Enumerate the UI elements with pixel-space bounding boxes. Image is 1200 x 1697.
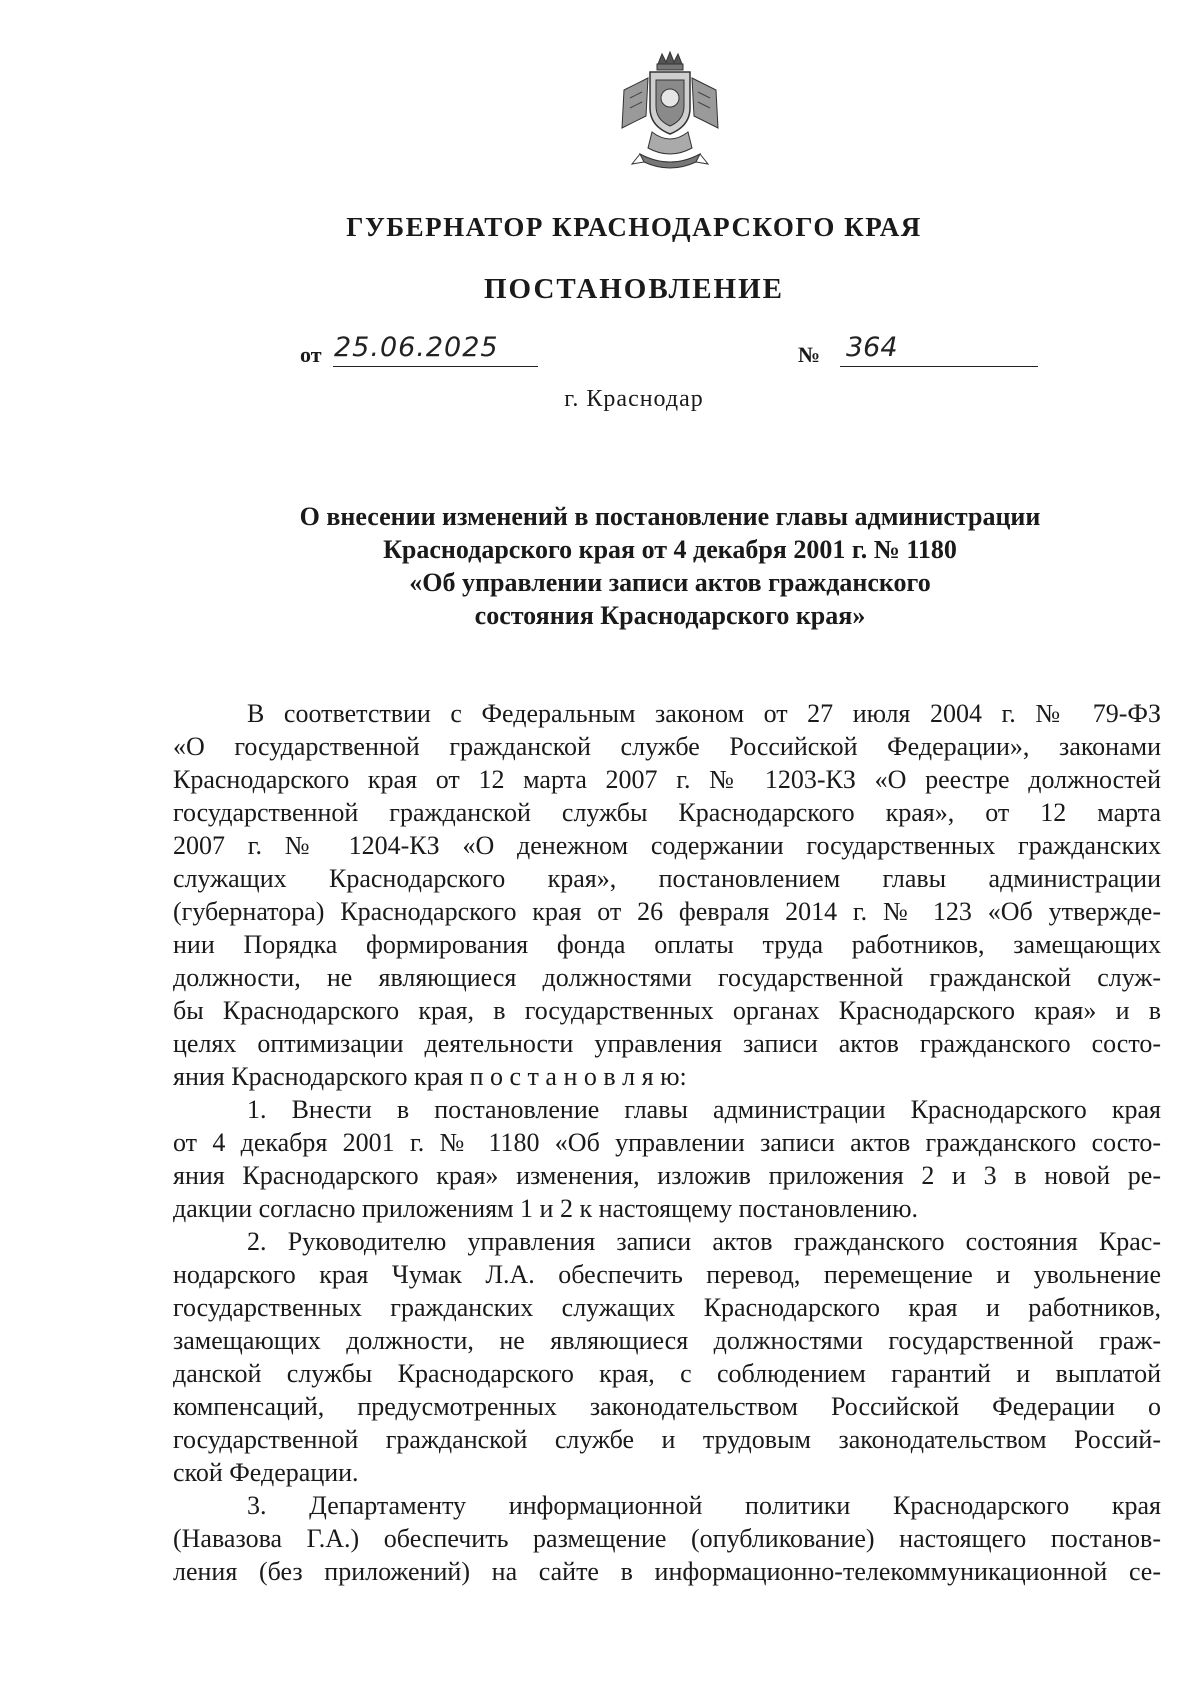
date-value: 25.06.2025 <box>334 332 499 363</box>
subject-line: «Об управлении записи актов гражданского <box>409 568 931 597</box>
document-type: ПОСТАНОВЛЕНИЕ <box>483 273 784 305</box>
item-1-line: яния Краснодарского края» изменения, изложив приложения 2 и 3 в новой ре- <box>173 1161 1161 1190</box>
item-2-line: замещающих должности, не являющиеся должностями государственной граж- <box>173 1326 1161 1355</box>
preamble-line: В соответствии с Федеральным законом от 27 июля 2004 г. № 79-ФЗ <box>247 699 1161 728</box>
preamble-line: целях оптимизации деятельности управления записи актов гражданского состо- <box>173 1029 1161 1058</box>
date-label: от <box>300 342 322 367</box>
preamble-line: 2007 г. № 1204-КЗ «О денежном содержании государственных гражданских <box>173 831 1161 860</box>
item-2-line: компенсаций, предусмотренных законодательством Российской Федерации о <box>173 1392 1161 1421</box>
preamble-line: бы Краснодарского края, в государственных органах Краснодарского края» и в <box>173 996 1161 1025</box>
subject-line: О внесении изменений в постановление главы администрации <box>299 502 1041 531</box>
item-2-line: данской службы Краснодарского края, с соблюдением гарантий и выплатой <box>173 1359 1161 1388</box>
preamble-line: государственной гражданской службы Краснодарского края», от 12 марта <box>173 798 1161 827</box>
org-title: ГУБЕРНАТОР КРАСНОДАРСКОГО КРАЯ <box>346 212 922 242</box>
subject-line: Краснодарского края от 4 декабря 2001 г. № 1180 <box>383 535 957 564</box>
preamble-line: нии Порядка формирования фонда оплаты труда работников, замещающих <box>173 930 1161 959</box>
number-value: 364 <box>846 332 898 363</box>
item-3-line: 3. Департаменту информационной политики Краснодарского края <box>247 1491 1161 1520</box>
number-label: № <box>798 342 821 367</box>
document-subject <box>200 500 1140 632</box>
number-underline <box>840 366 1038 367</box>
document-body <box>173 697 1161 1588</box>
date-underline <box>333 366 538 367</box>
preamble-line: яния Краснодарского края п о с т а н о в л я ю: <box>173 1062 687 1091</box>
preamble-line: служащих Краснодарского края», постановлением главы администрации <box>173 864 1161 893</box>
item-2-line: государственных гражданских служащих Краснодарского края и работников, <box>173 1293 1161 1322</box>
item-2-line: государственной гражданской службе и трудовым законодательством Россий- <box>173 1425 1161 1454</box>
item-3-line: (Навазова Г.А.) обеспечить размещение (опубликование) настоящего постанов- <box>173 1524 1161 1553</box>
preamble-line: «О государственной гражданской службе Российской Федерации», законами <box>173 732 1161 761</box>
item-1-line: от 4 декабря 2001 г. № 1180 «Об управлении записи актов гражданского состо- <box>173 1128 1161 1157</box>
item-3-line: ления (без приложений) на сайте в информационно-телекоммуникационной се- <box>173 1557 1161 1586</box>
preamble-line: (губернатора) Краснодарского края от 26 февраля 2014 г. № 123 «Об утвержде- <box>173 897 1161 926</box>
preamble-line: Краснодарского края от 12 марта 2007 г. № 1203-КЗ «О реестре должностей <box>173 765 1161 794</box>
item-1-line: дакции согласно приложениям 1 и 2 к настоящему постановлению. <box>173 1194 919 1223</box>
item-1-line: 1. Внести в постановление главы администрации Краснодарского края <box>247 1095 1161 1124</box>
city: г. Краснодар <box>564 386 704 412</box>
coat-of-arms-icon <box>610 50 730 175</box>
item-2-line: нодарского края Чумак Л.А. обеспечить перевод, перемещение и увольнение <box>173 1260 1161 1289</box>
preamble-line: должности, не являющиеся должностями государственной гражданской служ- <box>173 963 1161 992</box>
subject-line: состояния Краснодарского края» <box>474 601 866 630</box>
item-2-line: 2. Руководителю управления записи актов гражданского состояния Крас- <box>247 1227 1161 1256</box>
item-2-line: ской Федерации. <box>173 1458 359 1487</box>
